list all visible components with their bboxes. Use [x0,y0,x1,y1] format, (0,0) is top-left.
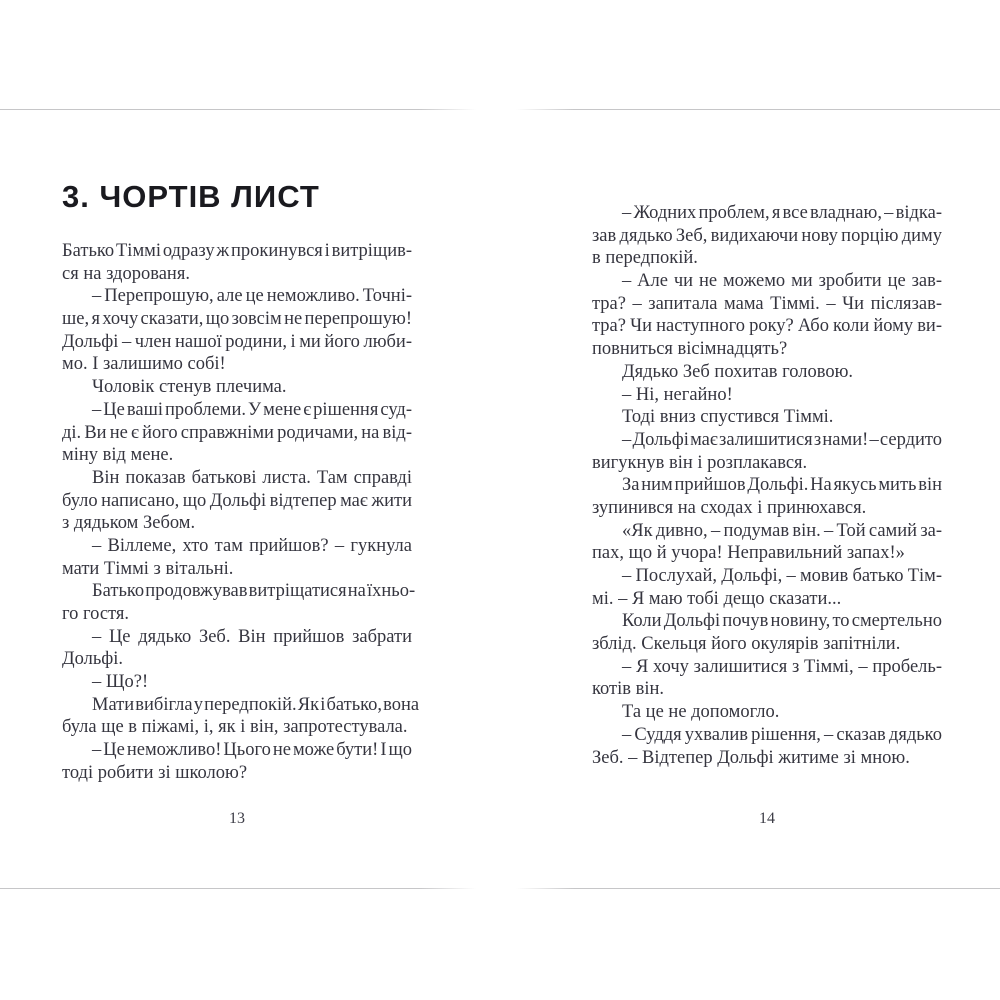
right-page-bottom-edge [516,888,1000,889]
text-line: ше, я хочу сказати, що зовсім не перепрошую! [62,309,412,330]
text-line: мі. – Я маю тобі дещо сказати... [592,588,842,609]
text-line: – Це дядько Зеб. Він прийшов забрати [92,626,412,647]
right-page-top-edge [516,109,1000,110]
text-line: За ним прийшов Дольфі. На якусь мить він [622,475,942,496]
left-page-bottom-edge [0,888,476,889]
text-line: тра? – запитала мама Тіммі. – Чи післязав- [592,293,942,314]
text-line: – Я хочу залишитися з Тіммі, – пробель- [622,656,942,677]
text-line: Він показав батькові листа. Там справді [92,467,412,488]
text-line: мати Тіммі з вітальні. [62,558,234,579]
text-line: го гостя. [62,604,130,624]
text-line: тоді робити зі школою? [62,762,248,783]
left-page-number: 13 [229,810,245,827]
text-line: було написано, що Дольфі відтепер має жити [62,490,412,511]
text-line: мо. І залишимо собі! [62,354,226,375]
text-line: пах, що й учора! Неправильний запах!» [592,543,905,564]
text-line: – Що?! [92,672,149,693]
text-line: в передпокій. [592,248,698,269]
text-line: Дольфі – член нашої родини, і ми його люби- [62,331,412,352]
text-line: – Перепрошую, але це неможливо. Точні- [92,286,412,307]
text-line: ді. Ви не є його справжніми родичами, на від- [62,422,412,443]
text-line: зупинився на сходах і принюхався. [592,497,867,518]
text-line: повниться вісімнадцять? [592,339,788,360]
text-line: вигукнув він і розплакався. [592,452,808,473]
text-line: – Віллеме, хто там прийшов? – гукнула [92,535,412,556]
text-line: Дядько Зеб похитав головою. [622,361,854,382]
text-line: – Суддя ухвалив рішення, – сказав дядько [622,724,942,745]
text-line: Зеб. – Відтепер Дольфі житиме зі мною. [592,747,910,768]
text-line: була ще в піжамі, і, як і він, запротестувала. [62,717,408,738]
text-line: міну від мене. [62,445,174,466]
text-line: Та це не допомогло. [622,702,780,723]
text-line: котів він. [592,679,665,700]
text-line: Дольфі. [62,649,124,670]
text-line: – Це ваші проблеми. У мене є рішення суд- [92,399,412,420]
text-line: Коли Дольфі почув новину, то смертельно [622,611,942,632]
text-line: – Дольфі має залишитися з нами! – сердито [622,429,942,450]
text-line: – Це неможливо! Цього не може бути! І що [92,740,412,761]
text-line: – Але чи не можемо ми зробити це зав- [622,271,942,292]
chapter-title: 3. ЧОРТІВ ЛИСТ [62,179,320,214]
text-line: зав дядько Зеб, видихаючи нову порцію диму [592,225,942,246]
right-page-text [592,202,942,769]
text-line: Батько продовжував витріщатися на їхньо- [92,581,416,602]
text-line: Батько Тіммі одразу ж прокинувся і витріщив- [62,241,412,261]
left-page-text [62,240,420,785]
text-line: ся на здорованя. [62,263,190,284]
text-line: Мати вибігла у передпокій. Як і батько, вона [92,694,420,715]
left-page-top-edge [0,109,476,110]
text-line: «Як дивно, – подумав він. – Той самий за- [622,520,942,541]
text-line: тра? Чи наступного року? Або коли йому ви- [592,316,942,337]
right-page-number: 14 [759,810,775,827]
text-line: Тоді вниз спустився Тіммі. [622,407,834,428]
text-line: зблід. Скельця його окулярів запітніли. [592,634,901,655]
text-line: – Жодних проблем, я все владнаю, – відка- [622,203,942,223]
text-line: – Послухай, Дольфі, – мовив батько Тім- [622,566,942,586]
text-line: – Ні, негайно! [622,384,733,405]
text-line: з дядьком Зебом. [62,513,196,534]
text-line: Чоловік стенув плечима. [92,377,287,398]
